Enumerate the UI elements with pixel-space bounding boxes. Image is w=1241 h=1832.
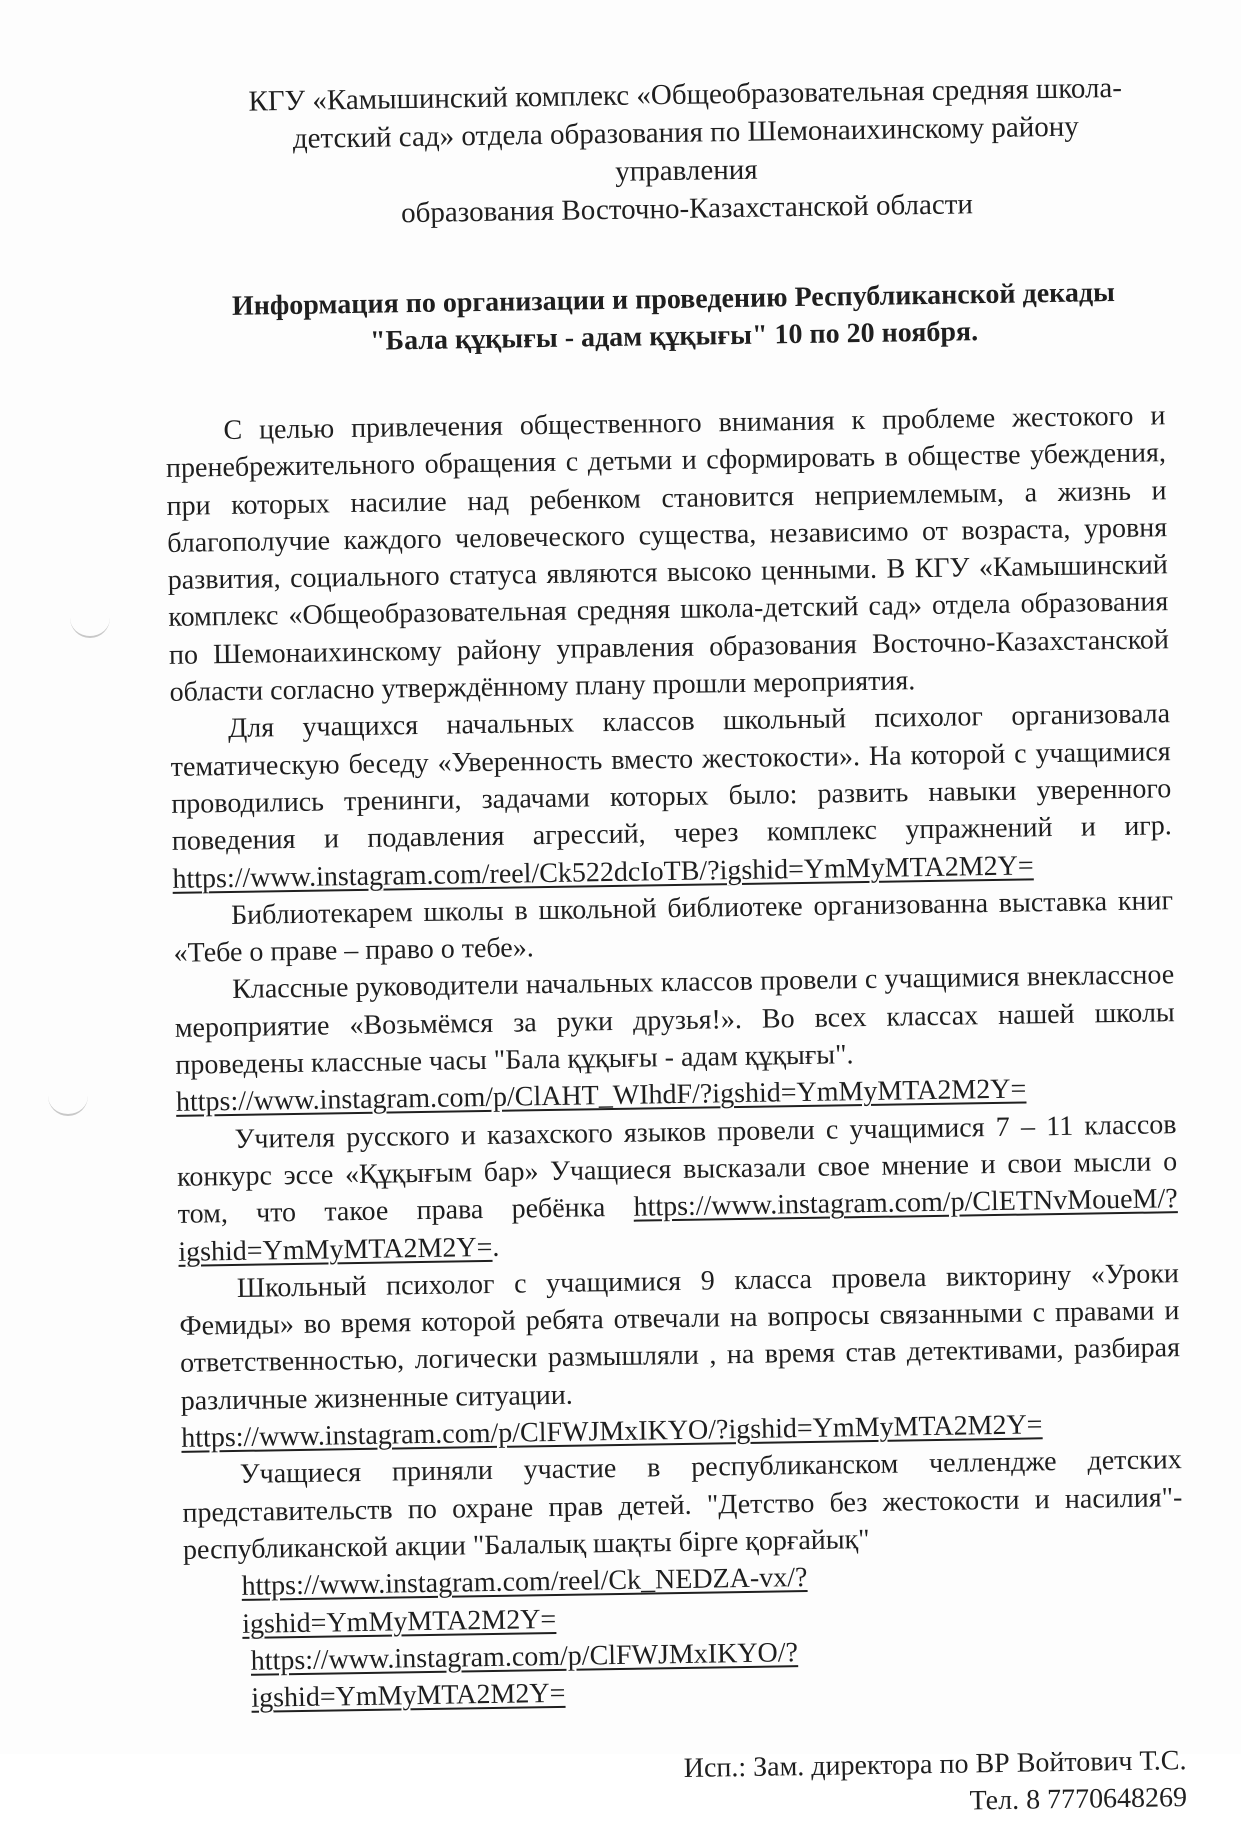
- paragraph-essay-contest: [176, 1106, 1178, 1271]
- paragraph-text: Библиотекарем школы в школьной библиотеке организованна выставка книг «Тебе о праве – право о тебе».: [173, 885, 1174, 970]
- paragraph-quiz: [179, 1255, 1182, 1457]
- paragraph-text: Для учащихся начальных классов школьный психолог организовала тематическую беседу «Уверенность вместо жестокости». На которой с учащимися проводились тренинги, задачами которых было: развить навыки уверенного поведения и подавления агрессий, через комплекс упражнений и игр.: [170, 698, 1173, 858]
- org-header-line: образования Восточно-Казахстанской области: [400, 188, 974, 230]
- instagram-link[interactable]: https://www.instagram.com/reel/Ck_NEDZA-vx/?igshid=YmMyMTA2M2Y=: [241, 1562, 808, 1640]
- paragraph-challenge: [182, 1441, 1184, 1569]
- title-line: Информация по организации и проведению Республиканской декады: [231, 277, 1116, 322]
- paragraph-purpose: [165, 397, 1170, 711]
- document-body: [165, 397, 1183, 1569]
- paragraph-text: Классные руководители начальных классов провели с учащимися внеклассное мероприятие «Возьмёмся за руки друзья!». Во всех классах нашей школы проведены классные часы "Бала құқығы - адам құқығы".: [174, 959, 1175, 1081]
- paragraph-class-event: [174, 957, 1176, 1122]
- document-content: [160, 68, 1187, 1832]
- punch-hole-mark: [70, 614, 110, 638]
- org-header-line: детский сад» отдела образования по Шемонаихинскому району управления: [292, 110, 1080, 188]
- title-line: "Бала құқығы - адам құқығы" 10 по 20 ноября.: [369, 316, 979, 357]
- paragraph-psychologist-talk: [170, 696, 1173, 898]
- instagram-link[interactable]: https://www.instagram.com/p/ClFWJMxIKYO/?igshid=YmMyMTA2M2Y=: [181, 1409, 1043, 1454]
- instagram-link[interactable]: https://www.instagram.com/reel/Ck522dcIoTB/?igshid=YmMyMTA2M2Y=: [172, 849, 1034, 895]
- paragraph-tail: .: [492, 1231, 500, 1263]
- paragraph-text: Школьный психолог с учащимися 9 класса провела викторину «Уроки Фемиды» во время которой ребята отвечали на вопросы связанными с правами и ответственностью, логически размышляли , на время став детективами, разбирая различные жизненные ситуации.: [179, 1257, 1181, 1417]
- instagram-link[interactable]: https://www.instagram.com/p/ClFWJMxIKYO/?igshid=YmMyMTA2M2Y=: [250, 1636, 799, 1714]
- instagram-link[interactable]: https://www.instagram.com/p/ClAHT_WIhdF/?igshid=YmMyMTA2M2Y=: [175, 1073, 1027, 1119]
- executor-line: Исп.: Зам. директора по ВР Войтович Т.С.: [683, 1745, 1187, 1785]
- phone-line: Тел. 8 7770648269: [969, 1782, 1188, 1817]
- org-header-line: КГУ «Камышинский комплекс «Общеобразовательная средняя школа-: [248, 71, 1123, 118]
- paragraph-text: С целью привлечения общественного внимания к проблеме жестокого и пренебрежительного обращения с детьми и сформировать в обществе убеждения, при которых насилие над ребенком становится неприемлемым, а жизнь и благополучие каждого человеческого существа, независимо от возраста, уровня развития, социального статуса являются высоко ценными. В КГУ «Камышинский комплекс «Общеобразовательная средняя школа-детский сад» отдела образования по Шемонаихинскому району управления образования Восточно-Казахстанской области согласно утверждённому плану прошли мероприятия.: [165, 400, 1170, 709]
- paragraph-text: Учителя русского и казахского языков провели с учащимися 7 – 11 классов конкурс эссе «Құқығым бар» Учащиеся высказали свое мнение и свои мысли о том, что такое права ребёнка: [176, 1108, 1178, 1231]
- signature-block: [186, 1742, 1187, 1832]
- paragraph-text: Учащиеся приняли участие в республиканском челлендже детских представительств по охране прав детей. "Детство без жестокости и насилия"- республиканской акции "Балалық шақты бірге қорғайық": [182, 1444, 1183, 1566]
- instagram-link[interactable]: https://www.instagram.com/p/ClETNvMoueM/?igshid=YmMyMTA2M2Y=: [178, 1183, 1178, 1268]
- organization-header: [220, 68, 1152, 235]
- document-title: [193, 273, 1154, 362]
- challenge-links: [241, 1555, 1103, 1718]
- punch-hole-mark: [48, 1092, 88, 1116]
